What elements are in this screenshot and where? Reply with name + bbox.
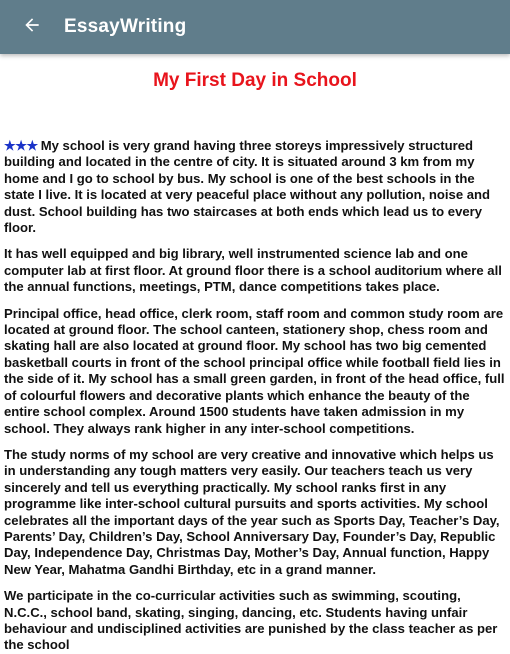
paragraph-text: My school is very grand having three storeys impressively structured building and located in the centre of city. It is situated around 3 km from my home and I go to school by bus. My school is one of the best schools in the state I live. It is located at very peaceful place without any pollution, noise and dust. School building has two staircases at both ends which lead us to every floor. xyxy=(4,138,491,236)
stars-icon: ★★★ xyxy=(4,138,38,153)
page-title: My First Day in School xyxy=(153,70,357,91)
essay-paragraph-3: Principal office, head office, clerk room, staff room and common study room are located at ground floor. The school canteen, stationery shop, chess room and skating hall are also located at ground floor. My school has two big cemented basketball courts in front of the school principal office while football field lies in the side of it. My school has a small green garden, in front of the head office, full of colourful flowers and decorative plants which enhance the beauty of the entire school complex. Around 1500 students have taken admission in my school. They always rank higher in any inter-school competitions. xyxy=(4,305,505,436)
essay-body xyxy=(4,138,506,654)
back-button[interactable] xyxy=(0,0,64,54)
app-title: EssayWriting xyxy=(64,16,187,37)
essay-paragraph-1 xyxy=(4,138,506,236)
app-bar xyxy=(0,0,510,54)
arrow-left-icon xyxy=(22,15,42,40)
essay-content xyxy=(0,68,510,654)
essay-paragraph-5: We participate in the co-curricular activities such as swimming, scouting, N.C.C., school band, skating, singing, dancing, etc. Students having unfair behaviour and undisciplined activities are punished by the class teacher as per the school xyxy=(4,588,498,653)
essay-paragraph-2: It has well equipped and big library, well instrumented science lab and one computer lab at first floor. At ground floor there is a school auditorium where all the annual functions, meetings, PTM, dance competitions takes place. xyxy=(4,246,502,295)
essay-paragraph-4: The study norms of my school are very creative and innovative which helps us in understanding any tough matters very easily. Our teachers teach us very sincerely and tell us everything practically. My school ranks first in any programme like inter-school cultural pursuits and sports activities. My school celebrates all the important days of the year such as Sports Day, Teacher’s Day, Parents’ Day, Children’s Day, School Anniversary Day, Founder’s Day, Republic Day, Independence Day, Christmas Day, Mother’s Day, Annual function, Happy New Year, Mahatma Gandhi Birthday, etc in a grand manner. xyxy=(4,446,500,577)
